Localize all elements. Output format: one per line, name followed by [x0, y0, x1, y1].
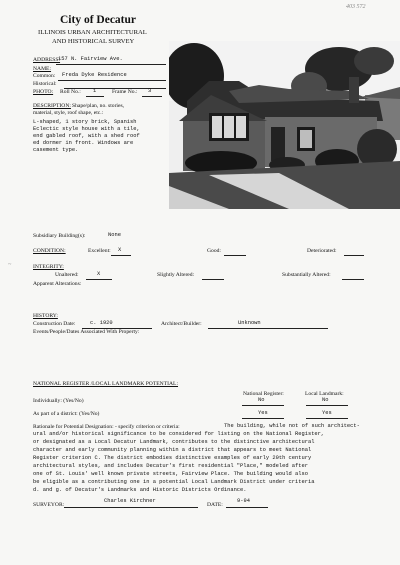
subsidiary-value: None: [108, 232, 121, 238]
description-line: L-shaped, 1 story brick, Spanish: [33, 119, 137, 125]
excellent-label: Excellent:: [88, 248, 111, 254]
good-label: Good:: [207, 248, 221, 254]
nr-column-local: Local Landmark:: [305, 391, 344, 397]
district-label: As part of a district: (Yes/No): [33, 411, 100, 417]
rationale-line: or designated as a Local Decatur Landmark, contributes to the distinctive architectural: [33, 439, 315, 445]
nr-heading: NATIONAL REGISTER /LOCAL LANDMARK POTENTIAL:: [33, 381, 179, 387]
architect-label: Architect/Builder:: [161, 321, 202, 327]
description-label: DESCRIPTION:: [33, 103, 71, 109]
subsidiary-label: Subsidiary Building(s):: [33, 233, 86, 239]
individually-ll-value: No: [322, 397, 329, 403]
construction-date-label: Construction Date:: [33, 321, 76, 327]
substantially-altered-label: Substantially Altered:: [282, 272, 331, 278]
description-line: casement type.: [33, 147, 79, 153]
surveyor-value: Charles Kirchner: [104, 498, 156, 504]
construction-date-value: c. 1920: [90, 320, 113, 326]
individually-nr-value: No: [258, 397, 265, 403]
frame-value: 3: [148, 88, 152, 94]
excellent-value: X: [118, 247, 122, 253]
rationale-label: Rationale for Potential Designation: - specify criterion or criteria:: [33, 424, 180, 430]
address-value: 157 N. Fairview Ave.: [58, 56, 123, 62]
description-hint-2: material, style, roof shape, etc.:: [33, 110, 104, 116]
individually-label: Individually: (Yes/No): [33, 398, 84, 404]
apparent-alterations-label: Apparent Alterations:: [33, 281, 82, 287]
common-label: Common:: [33, 73, 56, 79]
slightly-altered-label: Slightly Altered:: [157, 272, 195, 278]
common-value: Freda Dyke Residence: [62, 72, 127, 78]
rationale-line: ural and/or historical significance to be considered for listing on the National Register,: [33, 431, 325, 437]
events-label: Events/People/Dates Associated With Property:: [33, 329, 140, 335]
subtitle-line-1: ILLINOIS URBAN ARCHITECTURAL: [38, 29, 147, 36]
description-hint-1: Shape/plan, no. stories,: [72, 103, 125, 109]
description-line: ed dormer in front. Windows are: [33, 140, 134, 146]
rationale-line: character and early community planning within a district that appears to meet National: [33, 447, 312, 453]
roll-value: 1: [93, 88, 97, 94]
condition-label: CONDITION:: [33, 248, 66, 254]
rationale-line: d. and g. of Decatur's Landmarks and Historic Districts Ordinance.: [33, 487, 247, 493]
rationale-line: be eligible as a contributing one in a potential Local Landmark District under criteria: [33, 479, 315, 485]
top-note: 403 572: [346, 4, 366, 10]
date-value: 9-94: [237, 498, 250, 504]
name-label: NAME:: [33, 66, 52, 72]
rationale-line: architectural styles, and includes Decatur's first residential "Place," modeled after: [33, 463, 308, 469]
district-ll-value: Yes: [322, 410, 332, 416]
frame-label: Frame No.:: [112, 89, 138, 95]
unaltered-value: X: [97, 271, 101, 277]
unaltered-label: Unaltered:: [55, 272, 79, 278]
rationale-line: one of St. Louis' well known private streets, Fairview Place. The building would also: [33, 471, 308, 477]
photo-label: PHOTO:: [33, 89, 54, 95]
deteriorated-label: Deteriorated:: [307, 248, 337, 254]
nr-column-national: National Register:: [243, 391, 284, 397]
page-title: City of Decatur: [60, 14, 137, 26]
date-label: DATE:: [207, 502, 223, 508]
history-label: HISTORY:: [33, 313, 58, 319]
subtitle-line-2: AND HISTORICAL SURVEY: [52, 38, 135, 45]
description-line: Eclectic style house with a tile,: [33, 126, 140, 132]
integrity-label: INTEGRITY:: [33, 264, 64, 270]
historical-label: Historical:: [33, 81, 57, 87]
description-line: end gabled roof, with a shed roof: [33, 133, 140, 139]
rationale-line: Register criterion C. The district embodies distinctive examples of early 20th century: [33, 455, 312, 461]
district-nr-value: Yes: [258, 410, 268, 416]
surveyor-label: SURVEYOR:: [33, 502, 65, 508]
house-photo: [169, 41, 400, 209]
architect-value: Unknown: [238, 320, 261, 326]
rationale-line: The building, while not of such architect-: [224, 423, 360, 429]
margin-mark-icon: ~: [8, 262, 12, 268]
roll-label: Roll No.:: [60, 89, 81, 95]
address-label: ADDRESS:: [33, 57, 61, 63]
